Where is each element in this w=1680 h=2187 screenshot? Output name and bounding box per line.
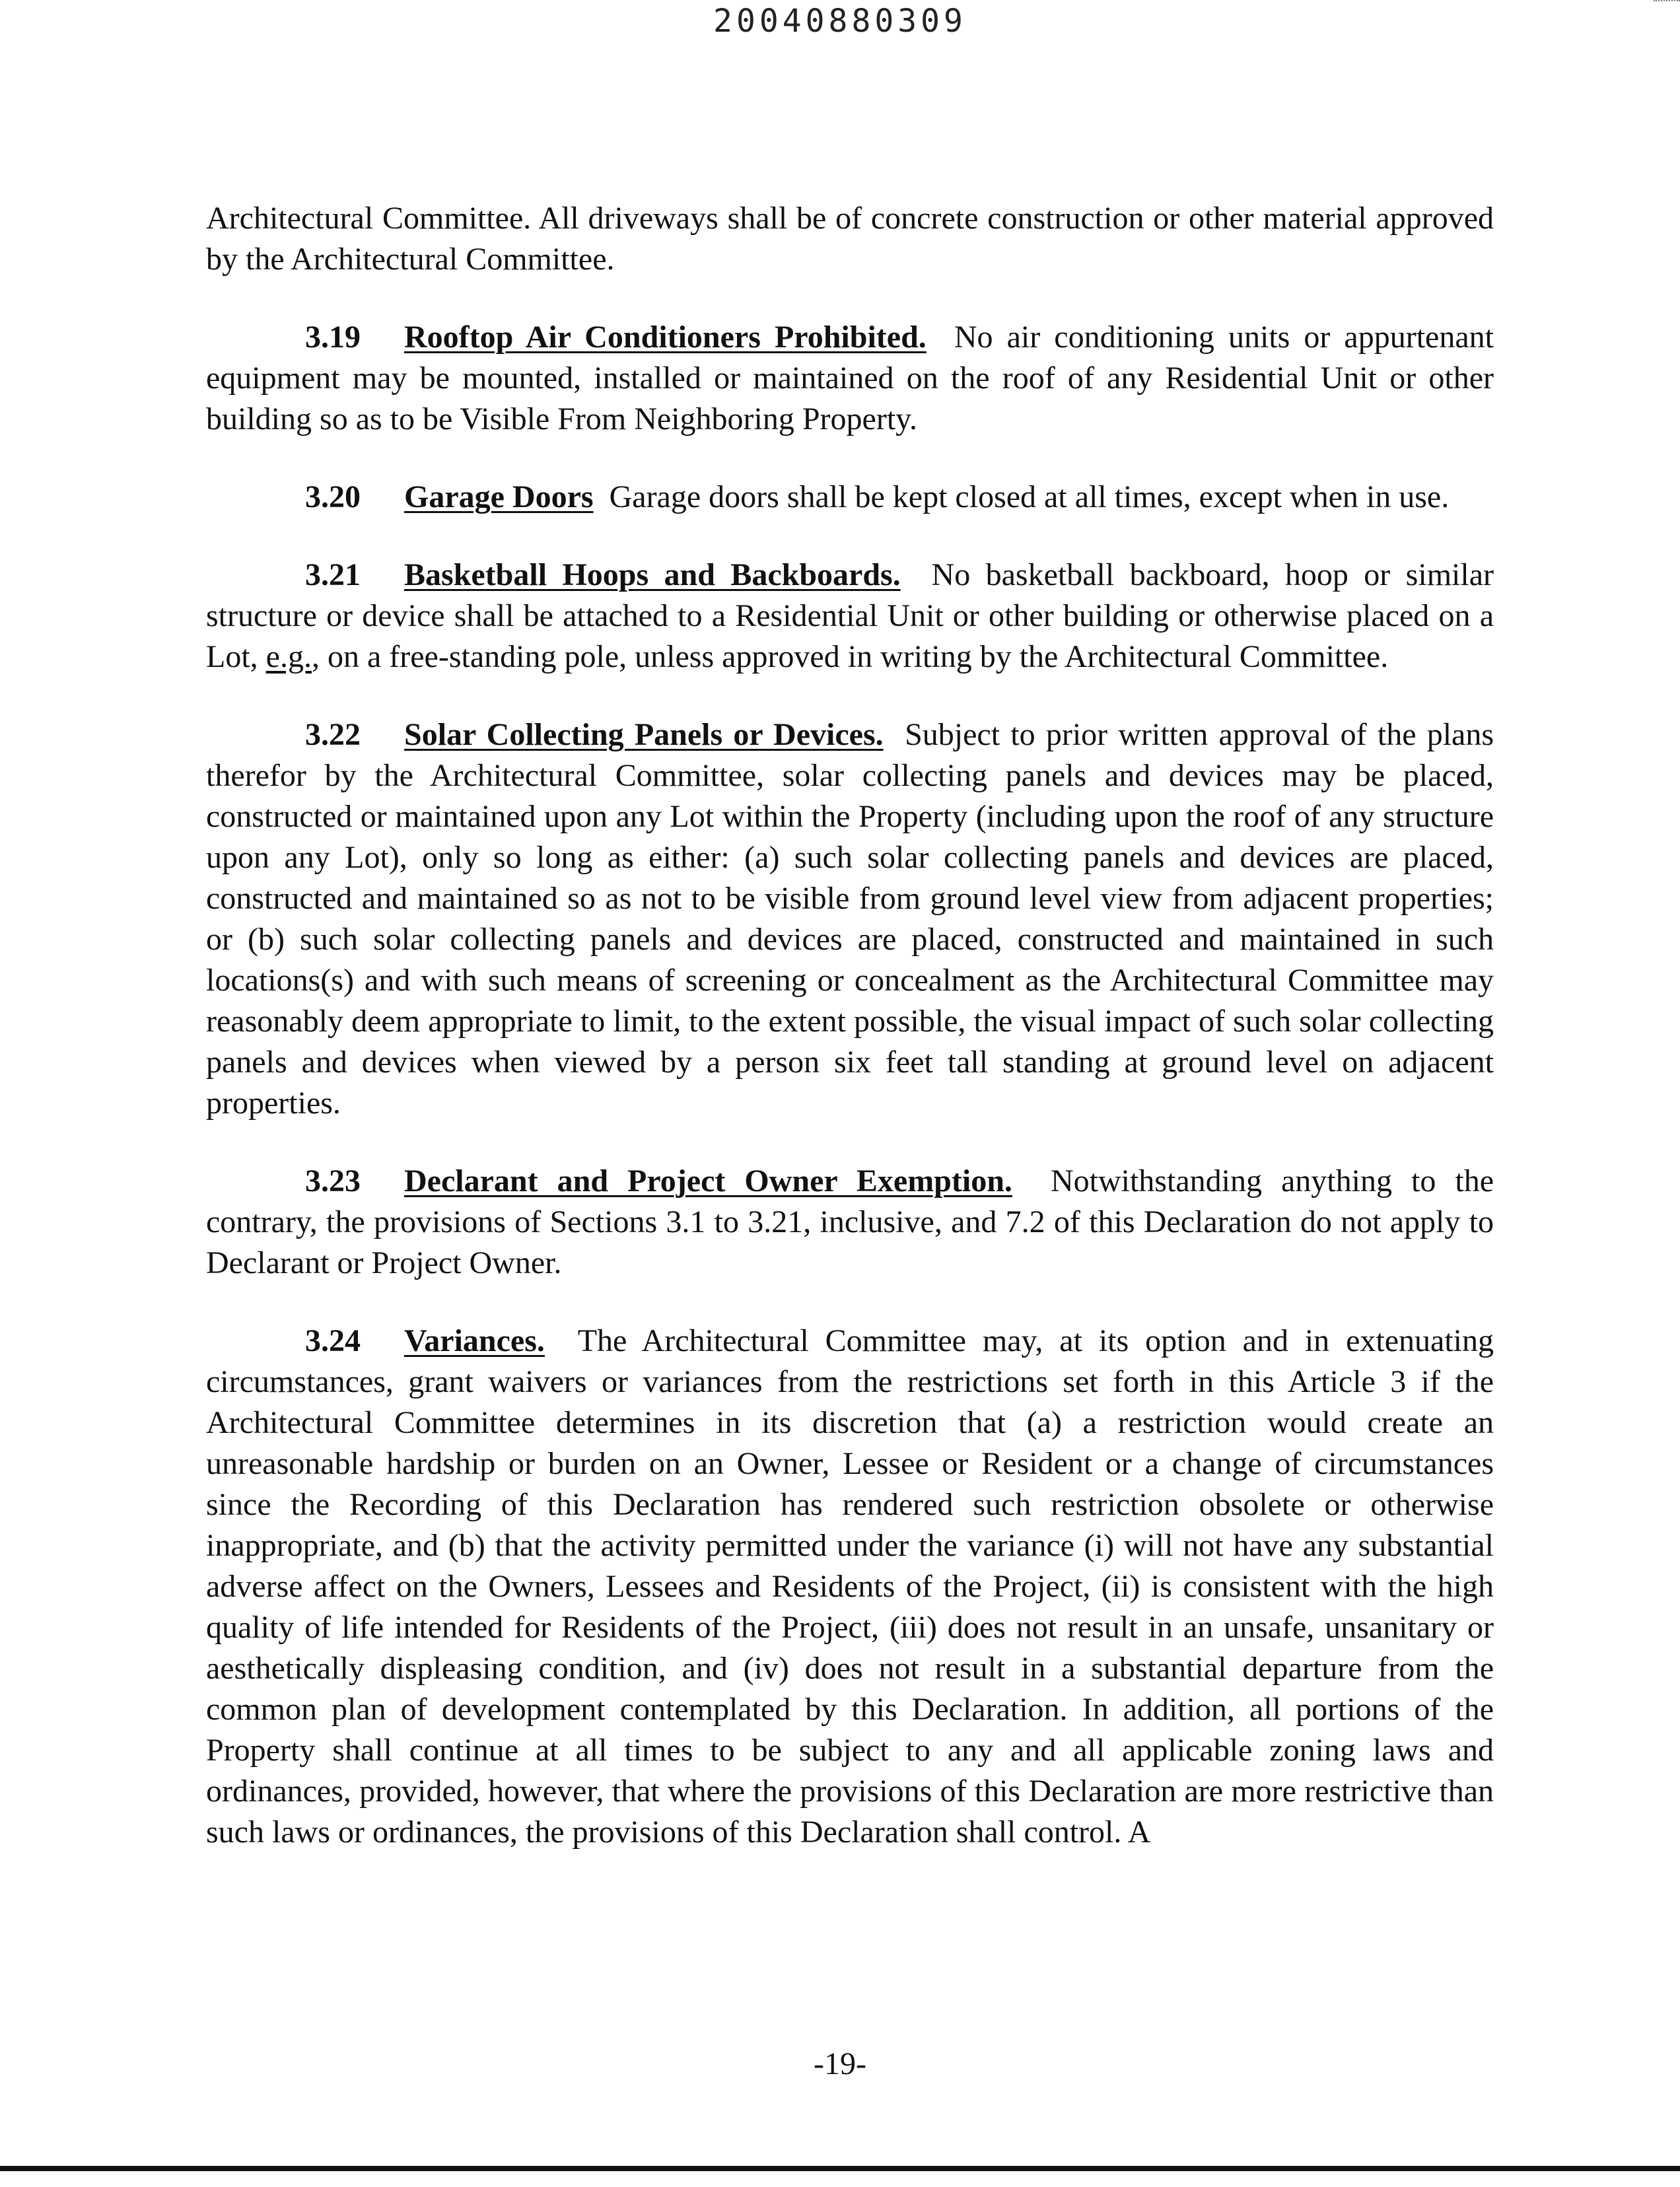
section-3-19 <box>206 317 1494 440</box>
section-title: Garage Doors <box>404 479 594 514</box>
section-3-21 <box>206 555 1494 677</box>
section-text: The Architectural Committee may, at its option and in extenuating circumstances, grant waivers or variances from the restrictions set forth in this Article 3 if the Architectural Committee determines in its discretion that (a) a restriction would create an unreasonable hardship or burden on an Owner, Lessee or Resident or a change of circumstances since the Recording of this Declaration has rendered such restriction obsolete or otherwise inappropriate, and (b) that the activity permitted under the variance (i) will not have any substantial adverse affect on the Owners, Lessees and Residents of the Project, (ii) is consistent with the high quality of life intended for Residents of the Project, (iii) does not result in an unsafe, unsanitary or aesthetically displeasing condition, and (iv) does not result in a substantial departure from the common plan of development contemplated by this Declaration. In addition, all portions of the Property shall continue at all times to be subject to any and all applicable zoning laws and ordinances, provided, however, that where the provisions of this Declaration are more restrictive than such laws or ordinances, the provisions of this Declaration shall control. A <box>206 1323 1494 1850</box>
section-number: 3.20 <box>305 479 361 514</box>
section-title: Solar Collecting Panels or Devices. <box>404 717 884 752</box>
section-number: 3.24 <box>305 1323 361 1358</box>
section-text-continued: , on a free-standing pole, unless approved in writing by the Architectural Committee. <box>311 639 1389 674</box>
section-title: Rooftop Air Conditioners Prohibited. <box>404 320 927 355</box>
section-text: Garage doors shall be kept closed at all times, except when in use. <box>609 479 1450 514</box>
page-number: -19- <box>814 2046 866 2081</box>
section-3-23 <box>206 1161 1494 1284</box>
document-body <box>206 198 1494 1853</box>
eg-abbreviation: e.g. <box>265 639 312 674</box>
section-text: Notwithstanding anything to the contrary, the provisions of Sections 3.1 to 3.21, inclusive, and 7.2 of this Declaration do not apply to Declarant or Project Owner. <box>206 1163 1494 1280</box>
section-title: Basketball Hoops and Backboards. <box>404 557 901 592</box>
section-number: 3.21 <box>305 557 361 592</box>
paragraph-continuation <box>206 198 1494 280</box>
section-text: No basketball backboard, hoop or similar structure or device shall be attached to a Residential Unit or other building or otherwise placed on a Lot, <box>206 557 1494 674</box>
section-title: Declarant and Project Owner Exemption. <box>404 1163 1012 1198</box>
section-number: 3.22 <box>305 717 361 752</box>
recording-number: 20040880309 <box>713 3 967 40</box>
section-number: 3.23 <box>305 1163 361 1198</box>
footer-rule <box>0 2166 1680 2171</box>
section-3-20 <box>206 477 1494 518</box>
section-3-24 <box>206 1321 1494 1853</box>
paragraph-text: Architectural Committee. All driveways shall be of concrete construction or other material approved by the Architectural Committee. <box>206 201 1494 277</box>
section-text: No air conditioning units or appurtenant equipment may be mounted, installed or maintained on the roof of any Residential Unit or other building so as to be Visible From Neighboring Property. <box>206 320 1494 436</box>
section-title: Variances. <box>404 1323 545 1358</box>
section-text: Subject to prior written approval of the plans therefor by the Architectural Committee, solar collecting panels and devices may be placed, constructed or maintained upon any Lot within the Property (including upon the roof of any structure upon any Lot), only so long as either: (a) such solar collecting panels and devices are placed, constructed and maintained so as not to be visible from ground level view from adjacent properties; or (b) such solar collecting panels and devices are placed, constructed and maintained in such locations(s) and with such means of screening or concealment as the Architectural Committee may reasonably deem appropriate to limit, to the extent possible, the visual impact of such solar collecting panels and devices when viewed by a person six feet tall standing at ground level on adjacent properties. <box>206 717 1494 1121</box>
section-3-22 <box>206 714 1494 1124</box>
section-number: 3.19 <box>305 320 361 355</box>
